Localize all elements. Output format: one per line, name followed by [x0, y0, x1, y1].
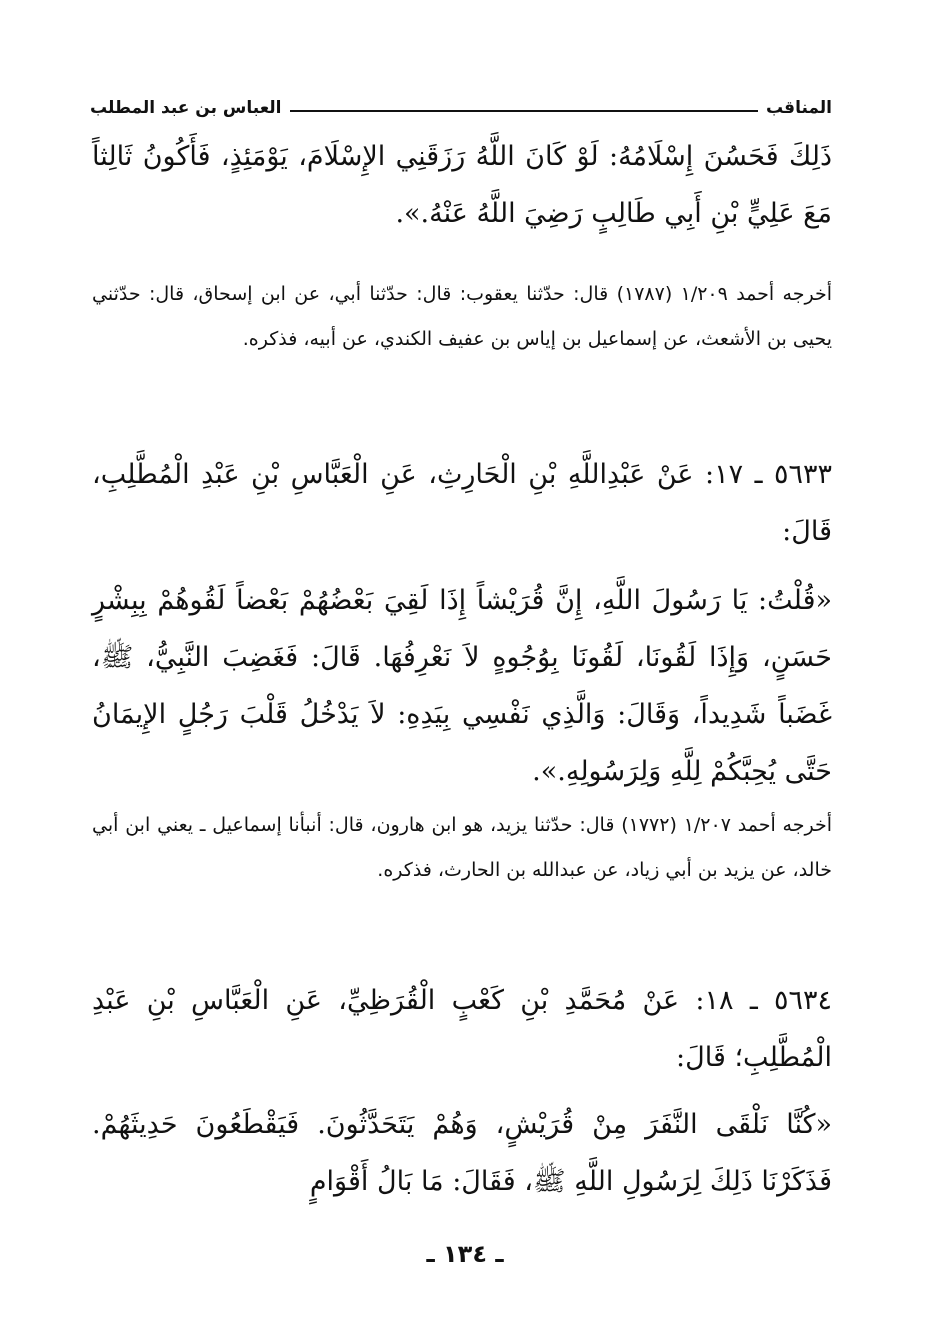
source-note-1772: أخرجه أحمد ١/٢٠٧ (١٧٧٢) قال: حدّثنا يزيد، هو ابن هارون، قال: أنبأنا إسماعيل ـ يعني ابن أبي خالد، عن يزيد بن أبي زياد، عن عبدالله بن الحارث، فذكره.: [92, 814, 832, 881]
hadith-5633-matn: «قُلْتُ: يَا رَسُولَ اللَّهِ، إِنَّ قُرَيْشاً إِذَا لَقِيَ بَعْضُهُمْ بَعْضاً لَقُوهُمْ بِبِشْرٍ حَسَنٍ، وَإِذَا لَقُونَا، لَقُونَا بِوُجُوهٍ لاَ نَعْرِفُهَا. قَالَ: فَغَضِبَ النَّبِيُّ، ﷺ، غَضَباً شَدِيداً، وَقَالَ: وَالَّذِي نَفْسِي بِيَدِهِ: لاَ يَدْخُلُ قَلْبَ رَجُلٍ الإِيمَانُ حَتَّى يُحِبَّكُمْ لِلَّهِ وَلِرَسُولِهِ.».: [92, 585, 832, 787]
hadith-5633-isnad: ٥٦٣٣ ـ ١٧: عَنْ عَبْدِاللَّهِ بْنِ الْحَارِثِ، عَنِ الْعَبَّاسِ بْنِ عَبْدِ الْمُطَّلِبِ، قَالَ:: [92, 459, 832, 547]
page-number: ـ ١٣٤ ـ: [426, 1240, 504, 1268]
running-header: [90, 86, 832, 118]
hadith-5634-matn: «كُنَّا نَلْقَى النَّفَرَ مِنْ قُرَيْشٍ، وَهُمْ يَتَحَدَّثُونَ. فَيَقْطَعُونَ حَدِيثَهُمْ. فَذَكَرْنَا ذَلِكَ لِرَسُولِ اللَّهِ ﷺ، فَقَالَ: مَا بَالُ أَقْوَامٍ: [92, 1109, 832, 1197]
hadith-5634-isnad: ٥٦٣٤ ـ ١٨: عَنْ مُحَمَّدِ بْنِ كَعْبٍ الْقُرَظِيِّ، عَنِ الْعَبَّاسِ بْنِ عَبْدِ الْمُطَّلِبِ؛ قَالَ:: [92, 985, 833, 1073]
hadith-continuation: ذَلِكَ فَحَسُنَ إِسْلَامُهُ: لَوْ كَانَ اللَّهُ رَزَقَنِي الإِسْلَامَ، يَوْمَئِذٍ، فَأَكُونُ ثَالِثاً مَعَ عَلِيٍّ بْنِ أَبِي طَالِبٍ رَضِيَ اللَّهُ عَنْهُ.».: [92, 141, 832, 229]
source-note-1787: أخرجه أحمد ١/٢٠٩ (١٧٨٧) قال: حدّثنا يعقوب: قال: حدّثنا أبي، عن ابن إسحاق، قال: حدّثني يحيى بن الأشعث، عن إسماعيل بن إياس بن عفيف الكندي، عن أبيه، فذكره.: [92, 283, 832, 350]
header-rule: [290, 110, 758, 112]
header-chapter-title: المناقب: [765, 98, 832, 118]
header-section-title: العباس بن عبد المطلب: [90, 98, 282, 118]
